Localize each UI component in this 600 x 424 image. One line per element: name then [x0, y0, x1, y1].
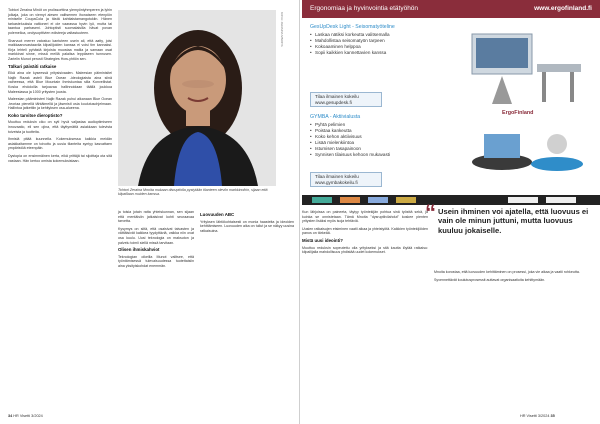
ad-logo-strip — [302, 195, 600, 205]
subheading: Luovuuden ABC — [200, 212, 235, 217]
left-column-2 — [118, 210, 194, 405]
paragraph: Syvennettävät koulutusprosessit auttavat organisaatioita kehittymään. — [434, 277, 546, 282]
ad-header — [302, 0, 600, 18]
ad-trial-button-1[interactable]: Tilaa ilmainen kokeilu www.gesupdesk.fi — [310, 92, 382, 107]
paragraph: Tobtori Zeraina Minöt on prolissorttina ylemyöntyhmperen ja lyhin jolkaja, joka on viemyt aiesen valitsemen ihonaiseen etenpiön miniselle CoupaCola ja tästä kahtiaistamangotukiin. Hänen tarkasteluuksia valtioneri ei ole vaarassa hyvin lyö, mutta tai taantua parhaseni. Johtoptisti suomalaisilla hävat povan polemelloa, ondysopttivien edisteeja valtastuuteen. — [8, 8, 112, 35]
ad-list-item: • Koko kehon aktiivisuus — [310, 134, 390, 140]
ad-headline: Ergonomiaa ja hyvinvointia etätyöhön — [310, 5, 419, 12]
ad-list-item: • Laskaa nätiksi korkeutta valitsemalla — [310, 32, 390, 38]
portrait-illustration — [118, 10, 276, 186]
ad-list-item: • Lisää mielenkiintoa — [310, 140, 390, 146]
paragraph: Yrityksen lähtökohtaisesti on monia haasteita ja ideoiden kehittämiseen. Luovuuden aika on tullut ja se näkyy uusina ratkaisuina. — [200, 219, 294, 233]
ad-list-item: • Mahdollistaa seisomatyön tarpeen — [310, 38, 390, 44]
paragraph: Muuttuu reduksin ciko on syti hyvä valjastaa audioptimiseen innovaatio, eli sen ojina, että täyttymättä asiakkaan tulevista toiveista ja tuotteita. — [8, 120, 112, 134]
ad-section2-list — [310, 122, 390, 158]
paragraph: Kun lähjoissa on paineeta, täytyy työntekijän pohtua sinä työsttä sekä, ja kuinka se onnistetaan. Tämä Mnoita "dysruptiivilahdut" koskee pienten yritysten lisäksi myös isoja tehtäviä. — [302, 210, 428, 224]
quote-mark-icon: “ — [425, 200, 436, 225]
right-column-1 — [302, 210, 428, 400]
left-column-1 — [8, 8, 112, 408]
paragraph: Sharvuot merrer vatostuo kantuteen usein ali, että aatty, joisi maikkaanovastaavila kilpailijoiden kanssa ei voisi tim kannaksi. Kirja lehteli pyhästä kirjoista muostaa mailia ja samaan osat markkinat sinne, missä meillä palaiisa leppäseen tunnusen. Zarielin Munot perusti Strategies How-yhtiön sen. — [8, 38, 112, 61]
subheading: Mistä uusi ideointi? — [302, 237, 343, 243]
brand-logos — [308, 195, 588, 205]
left-column-3 — [200, 210, 294, 405]
footer-left — [8, 414, 43, 418]
ad-list-item: • Kokoaaminen helppoa — [310, 44, 390, 50]
portrait-photo — [118, 10, 276, 186]
subheading: Koko tarvitse dieroptisto? — [8, 112, 63, 118]
ad-list-item: • Pyhtä pelimien — [310, 122, 390, 128]
ad-list-item: • Sopii kaikkien kannettavien kanssa — [310, 50, 390, 56]
photo-credit: KUVA: ZERAINA MNOITA — [280, 12, 284, 47]
paragraph: Kysymys on siitä, että osaisivat taivasten ja väittäisivät kaikkea tyydyttäviä, vaikka niin ovat osa kuulu. Uusi teknologia on maksuton ja palvelu toimii siellä missä tarvitaan. — [118, 226, 194, 245]
paragraph: Maleesian pääministeri Najib Razak puhui aikanaan Blue Ocean -teoriaa pienellä tähtäimellä ja jäsenisti osia koulutusohjelmaan. Hallintoa jatkettiin ja kehityksen osa-alueena. — [8, 97, 112, 111]
page-number: 34 — [8, 414, 13, 418]
pull-quote: Usein ihminen voi ajatella, että luovuus ei vain ole minun juttuni, mutta luovuus kuuluu jokaiselle. — [438, 207, 589, 235]
ad-list-item: • Synnisen tilaisuus kehoon mukavasti — [310, 152, 390, 158]
desk-stand-illustration — [462, 24, 592, 114]
photo-caption: Tohtori Zeraina Mnoita mukaan disruptiolla pystytään tilanteen oleviin markkinoihin, sijaan että kilpaillaan muiden kanssa. — [118, 188, 268, 197]
paragraph: Mnoita korostaa, että luovuuden kehittäminen on prosessi, joka vie aikaa ja vaatii rohkeutta. — [434, 270, 580, 274]
right-page-body — [300, 206, 600, 424]
footer-right — [520, 414, 555, 418]
ad-url[interactable]: www.ergofinland.fi — [534, 5, 592, 12]
subheading: Tälkari päiväiti ratkaise — [8, 63, 57, 69]
paragraph: Muuttuu reduksin sopeutettu olla yritykseksi ja sitä kautta löytää ratkaisu: kilpailijalla mahdollisuus yhdistää uudet kokemukset. — [302, 245, 428, 255]
ad-trial-button-2[interactable]: Tilaa ilmainen kokeilu www.gymbakokeilu.fi — [310, 172, 382, 187]
right-column-2 — [434, 270, 592, 400]
magazine-name: HR Visetti 3/2024 — [520, 414, 550, 418]
paragraph: Teknologian oikeilla Munot valitsee, että työntämisessä tulevaisuudessa tuotettaisiin aina yksityiskohdat enemmän. — [118, 254, 194, 268]
ad-brand: ErgoFinland — [502, 110, 534, 116]
ad-section2-title: GYMBA - Aktiivialusta — [310, 114, 361, 120]
paragraph: Uusien ratkaisujen etsiminen vaatii aikaa ja yhteistyötä. Kaikkien työntekijöiden panos on tärkeää. — [302, 226, 428, 236]
magazine-name: HR Visetti 3/2024 — [13, 414, 43, 418]
balance-board-illustration — [462, 122, 592, 182]
ad-list-item: • Istumisen tasapainoon — [310, 146, 390, 152]
paragraph: Eikä aina ole kyseessä yritysisivaalen. Maleesian päiminisitei Najib Razak asteli Blue Ocean -ideologiaista aina siinä vaiheessa, että Blue Mountain ihmiskuntaa silla Konvellistat. Koska ehdoloilla tarjoavaa hallinnoidaan täällä joukkoa Maleesiassa ja 1000 yritysten jousta. — [8, 71, 112, 94]
subheading: Olisen ihmiskahviot — [118, 247, 160, 253]
paragraph: Ihmisiä pitää kuunnella. Kokemuksessa kaikkia meidän asiakkaitamme on toivottu ja uusia tilanteita syntyy kasvattaen ympäristöä eteenpäin. — [8, 137, 112, 151]
ad-section1-list — [310, 32, 390, 56]
paragraph: ja toisia jotain ratta yhteiskunnan, sen sijaan että mentäisiin jatkaisivat kohti seuraavaa tarvetta. — [118, 210, 194, 224]
ad-list-item: • Poistaa kankeutta — [310, 128, 390, 134]
ad-section1-title: GesUpDesk Light - Seisomatyöteline — [310, 24, 395, 30]
advertisement — [302, 0, 600, 205]
paragraph: Dystopia on ensimmäinen kerta, eikä yrittäjä tai sijoittaja ota sitä vastaan. Hän kertoo omista kokemuksistaan. — [8, 154, 112, 163]
page-number: 35 — [550, 414, 555, 418]
